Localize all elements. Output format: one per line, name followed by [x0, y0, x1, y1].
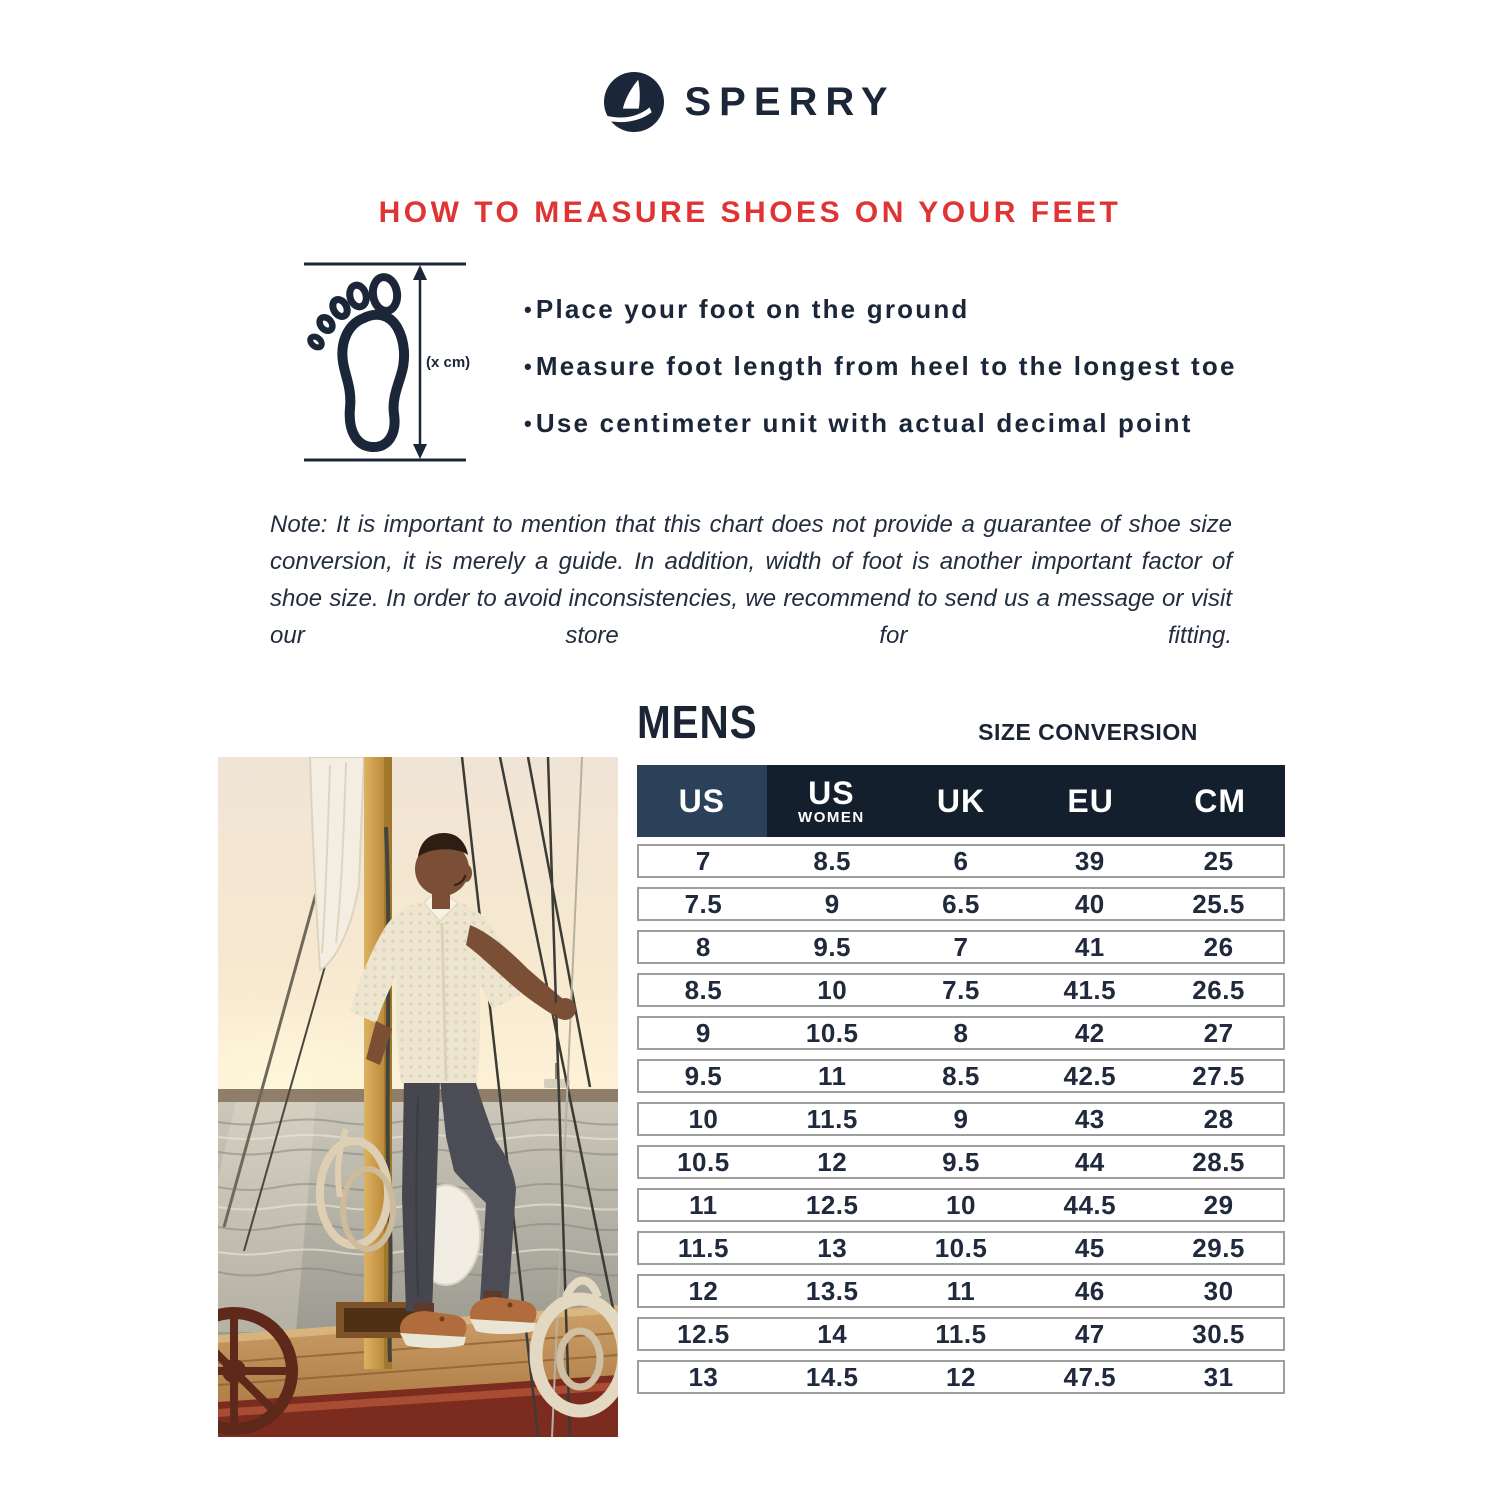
table-title-row: [637, 695, 1285, 761]
size-cell: 14: [817, 1318, 848, 1349]
size-cell: 39: [1074, 845, 1105, 876]
sailor-on-boat-photo: [218, 757, 618, 1437]
size-cell: 29.5: [1192, 1232, 1245, 1263]
size-cell: 9.5: [813, 931, 852, 962]
size-cell: 43: [1074, 1103, 1105, 1134]
size-cell: 13: [688, 1361, 719, 1392]
size-cell: 6.5: [942, 888, 980, 919]
size-cell: 41.5: [1063, 974, 1117, 1005]
size-cell: 9: [695, 1017, 711, 1048]
sperry-sailboat-logo-icon: [604, 72, 664, 132]
size-cell: 44: [1074, 1146, 1105, 1177]
column-header: [1155, 765, 1285, 837]
size-cell: 26.5: [1192, 974, 1245, 1005]
foot-measure-diagram: [298, 258, 478, 466]
size-cell: 12: [946, 1361, 976, 1392]
table-row: [637, 930, 1285, 964]
size-cell: 11.5: [935, 1318, 987, 1349]
size-conversion-section: [218, 695, 1288, 1440]
table-row: [637, 1145, 1285, 1179]
table-row: [637, 1188, 1285, 1222]
size-cell: 9.5: [942, 1146, 980, 1177]
size-cell: 6: [953, 845, 969, 876]
size-cell: 10.5: [934, 1232, 988, 1263]
brand-name: SPERRY: [684, 79, 896, 124]
table-header-row: [637, 765, 1285, 837]
size-cell: 7: [695, 845, 711, 876]
size-cell: 8.5: [942, 1060, 980, 1091]
size-cell: 9: [824, 888, 840, 919]
size-cell: 7.5: [942, 974, 980, 1005]
page-title: HOW TO MEASURE SHOES ON YOUR FEET: [378, 196, 1122, 229]
size-cell: 13.5: [805, 1275, 859, 1306]
size-cell: 8.5: [813, 845, 852, 876]
brand-header: [0, 72, 1500, 132]
foot-length-label: (x cm): [426, 354, 471, 371]
instruction-list: [524, 294, 1237, 466]
size-cell: 42.5: [1063, 1060, 1117, 1091]
size-cell: 11: [689, 1189, 718, 1220]
size-table-body: [637, 844, 1285, 1394]
size-cell: 25.5: [1192, 888, 1245, 919]
column-header: [896, 765, 1026, 837]
size-cell: 29: [1203, 1189, 1234, 1220]
size-cell: 11.5: [806, 1103, 858, 1134]
table-row: [637, 1016, 1285, 1050]
size-cell: 11.5: [677, 1232, 729, 1263]
size-cell: 26: [1203, 931, 1234, 962]
size-cell: 41: [1074, 931, 1105, 962]
size-cell: 47.5: [1063, 1361, 1117, 1392]
size-cell: 8.5: [684, 974, 723, 1005]
size-cell: 12.5: [805, 1189, 859, 1220]
size-cell: 14.5: [805, 1361, 859, 1392]
section-title: MENS: [637, 696, 758, 748]
size-cell: 7: [953, 931, 969, 962]
table-row: [637, 1317, 1285, 1351]
size-cell: 25: [1203, 845, 1234, 876]
table-row: [637, 1231, 1285, 1265]
size-cell: 10.5: [677, 1146, 730, 1177]
table-row: [637, 1102, 1285, 1136]
column-header: [1026, 765, 1156, 837]
table-row: [637, 887, 1285, 921]
table-row: [637, 1360, 1285, 1394]
size-cell: 28.5: [1192, 1146, 1245, 1177]
table-row: [637, 973, 1285, 1007]
size-cell: 42: [1074, 1017, 1105, 1048]
size-cell: 10: [688, 1103, 719, 1134]
note-text: Note: It is important to mention that this chart does not provide a guarantee of shoe size conversion, it is merely a guide. In addition, width of foot is another important factor of shoe size. In order to avoid inconsistencies, we recommend to send us a message or visit our store for fitting.: [270, 511, 1232, 649]
size-cell: 45: [1074, 1232, 1105, 1263]
size-cell: 27.5: [1192, 1060, 1245, 1091]
size-cell: 11: [946, 1275, 976, 1306]
instruction-item: • Use centimeter unit with actual decimal point: [524, 408, 1237, 439]
size-cell: 30.5: [1192, 1318, 1245, 1349]
table-row: [637, 844, 1285, 878]
size-cell: 10: [817, 974, 848, 1005]
size-cell: 28: [1203, 1103, 1234, 1134]
size-cell: 12: [817, 1146, 848, 1177]
size-cell: 40: [1074, 888, 1105, 919]
size-cell: 27: [1203, 1017, 1234, 1048]
size-cell: 47: [1074, 1318, 1105, 1349]
table-row: [637, 1274, 1285, 1308]
column-header: [637, 765, 767, 837]
size-cell: 9.5: [684, 1060, 723, 1091]
instruction-item: • Place your foot on the ground: [524, 294, 1237, 325]
section-subtitle: SIZE CONVERSION: [978, 719, 1198, 745]
column-header: [767, 765, 897, 837]
size-cell: 9: [953, 1103, 969, 1134]
column-header-label: US: [678, 783, 726, 819]
size-cell: 8: [953, 1017, 969, 1048]
size-cell: 12.5: [677, 1318, 730, 1349]
size-cell: 12: [688, 1275, 719, 1306]
table-row: [637, 1059, 1285, 1093]
column-header-label: US: [808, 775, 855, 811]
column-header-label: CM: [1194, 783, 1247, 819]
size-cell: 8: [695, 931, 711, 962]
column-header-label: EU: [1067, 783, 1114, 819]
measure-section: [298, 258, 1237, 466]
size-table-panel: [637, 695, 1285, 1394]
size-cell: 13: [817, 1232, 848, 1263]
size-cell: 46: [1074, 1275, 1105, 1306]
size-cell: 30: [1203, 1275, 1234, 1306]
instruction-item: • Measure foot length from heel to the longest toe: [524, 351, 1237, 382]
size-cell: 10: [946, 1189, 976, 1220]
size-cell: 44.5: [1063, 1189, 1117, 1220]
column-header-sublabel: WOMEN: [798, 809, 865, 826]
column-header-label: UK: [936, 783, 986, 819]
size-cell: 11: [817, 1060, 847, 1091]
size-cell: 7.5: [684, 888, 723, 919]
size-cell: 31: [1203, 1361, 1234, 1392]
size-cell: 10.5: [805, 1017, 859, 1048]
